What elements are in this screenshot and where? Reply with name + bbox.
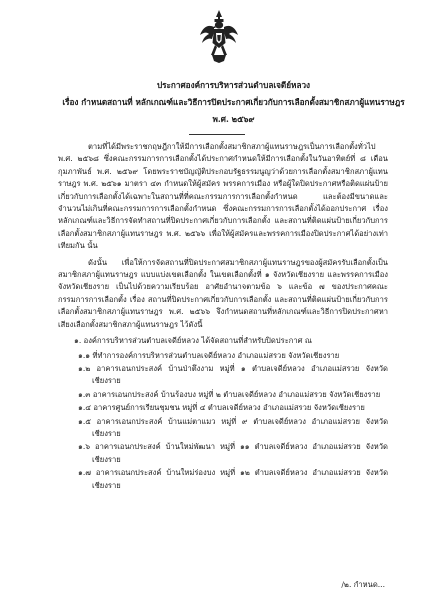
- title-separator: [189, 134, 245, 135]
- list-item: ๑.๕ อาคารเอนกประสงค์ บ้านแม่ตาแมว หมู่ที่ ๙ ตำบลเจดีย์หลวง อำเภอแม่สรวย จังหวัดเชียงราย: [78, 416, 388, 438]
- paragraph-decision: ดังนั้น เพื่อให้การจัดสถานที่ปิดประกาศสมาชิกสภาผู้แทนราษฎรของผู้สมัครรับเลือกตั้งเป็นสมาชิกสภาผู้แทนราษฎร แบบแบ่งเขตเลือกตั้ง ในเขตเลือกตั้งที่ ๑ จังหวัดเชียงราย และพรรคการเมืองจังหวัดเชียงราย เป็นไปด้วยความเรียบร้อย อาศัยอำนาจตามข้อ ๖ และข้อ ๗ ของประกาศคณะกรรมการการเลือกตั้ง เรื่อง สถานที่ปิดประกาศเกี่ยวกับการเลือกตั้ง และสถานที่ติดแผ่นป้ายเกี่ยวกับการเลือกตั้งสมาชิกสภาผู้แทนราษฎร พ.ศ. ๒๕๖๖ จึงกำหนดสถานที่หลักเกณฑ์และวิธีการปิดประกาศหาเสียงเลือกตั้งสมาชิกสภาผู้แทนราษฎร ไว้ดังนี้: [58, 257, 388, 329]
- list-item: ๑.๖ อาคารเอนกประสงค์ บ้านใหม่พัฒนา หมู่ที่ ๑๑ ตำบลเจดีย์หลวง อำเภอแม่สรวย จังหวัดเชียงราย: [78, 442, 388, 464]
- list-item: ๑.๓ อาคารเอนกประสงค์ บ้านร้องบง หมู่ที่ ๒ ตำบลเจดีย์หลวง อำเภอแม่สรวย จังหวัดเชียงราย: [78, 389, 381, 399]
- clause-heading: ๑. องค์การบริหารส่วนตำบลเจดีย์หลวง ได้จัดสถานที่สำหรับปิดประกาศ ณ: [74, 336, 312, 346]
- paragraph-background: ตามที่ได้มีพระราชกฤษฎีกาให้มีการเลือกตั้งสมาชิกสภาผู้แทนราษฎรเป็นการเลือกตั้งทั่วไป พ.ศ. ๒๕๖๘ ซึ่งคณะกรรมการการเลือกตั้งได้ประกาศกำหนดให้มีการเลือกตั้งในวันอาทิตย์ที่ ๘ เดือนกุมภาพันธ์ พ.ศ. ๒๕๖๙ โดยพระราชบัญญัติประกอบรัฐธรรมนูญว่าด้วยการเลือกตั้งสมาชิกสภาผู้แทนราษฎร พ.ศ. ๒๕๖๑ มาตรา ๔๓ กำหนดให้ผู้สมัคร พรรคการเมือง หรือผู้ใดปิดประกาศหรือติดแผ่นป้ายเกี่ยวกับการเลือกตั้งได้เฉพาะในสถานที่ที่คณะกรรมการการเลือกตั้งกำหนด และต้องมีขนาดและจำนวนไม่เกินที่คณะกรรมการการเลือกตั้งกำหนด ซึ่งคณะกรรมการการเลือกตั้งได้ออกประกาศ เรื่อง หลักเกณฑ์และวิธีการจัดทำสถานที่ปิดประกาศเกี่ยวกับการเลือกตั้ง และสถานที่ติดแผ่นป้ายเกี่ยวกับการเลือกตั้งสมาชิกสภาผู้แทนราษฎร พ.ศ. ๒๕๖๖ เพื่อให้ผู้สมัครและพรรคการเมืองปิดประกาศได้อย่างเท่าเทียมกัน นั้น: [58, 142, 388, 251]
- list-item: ๑.๑ ที่ทำการองค์การบริหารส่วนตำบลเจดีย์หลวง อำเภอแม่สรวย จังหวัดเชียงราย: [78, 350, 340, 360]
- document-title: [40, 77, 427, 128]
- organization-title: ประกาศองค์การบริหารส่วนตำบลเจดีย์หลวง: [156, 80, 311, 90]
- location-list: [58, 350, 388, 492]
- document-body: [58, 141, 388, 493]
- list-item: ๑.๗ อาคารเอนกประสงค์ บ้านใหม่ร่องบง หมู่ที่ ๑๒ ตำบลเจดีย์หลวง อำเภอแม่สรวย จังหวัดเชียงราย: [78, 468, 388, 490]
- subject-title: เรื่อง กำหนดสถานที่ หลักเกณฑ์และวิธีการปิดประกาศเกี่ยวกับการเลือกตั้งสมาชิกสภาผู้แทนราษฎร: [62, 97, 405, 107]
- list-item: ๑.๒ อาคารเอนกประสงค์ บ้านป่าตึงงาม หมู่ที่ ๑ ตำบลเจดีย์หลวง อำเภอแม่สรวย จังหวัดเชียงราย: [78, 363, 388, 386]
- continuation-marker: /๒. กำหนด...: [341, 580, 385, 589]
- list-item: ๑.๔ อาคารศูนย์การเรียนชุมชน หมู่ที่ ๔ ตำบลเจดีย์หลวง อำเภอแม่สรวย จังหวัดเชียงราย: [78, 403, 365, 413]
- garuda-emblem-icon: [198, 8, 240, 64]
- announcement-year: พ.ศ. ๒๕๖๙: [212, 114, 255, 124]
